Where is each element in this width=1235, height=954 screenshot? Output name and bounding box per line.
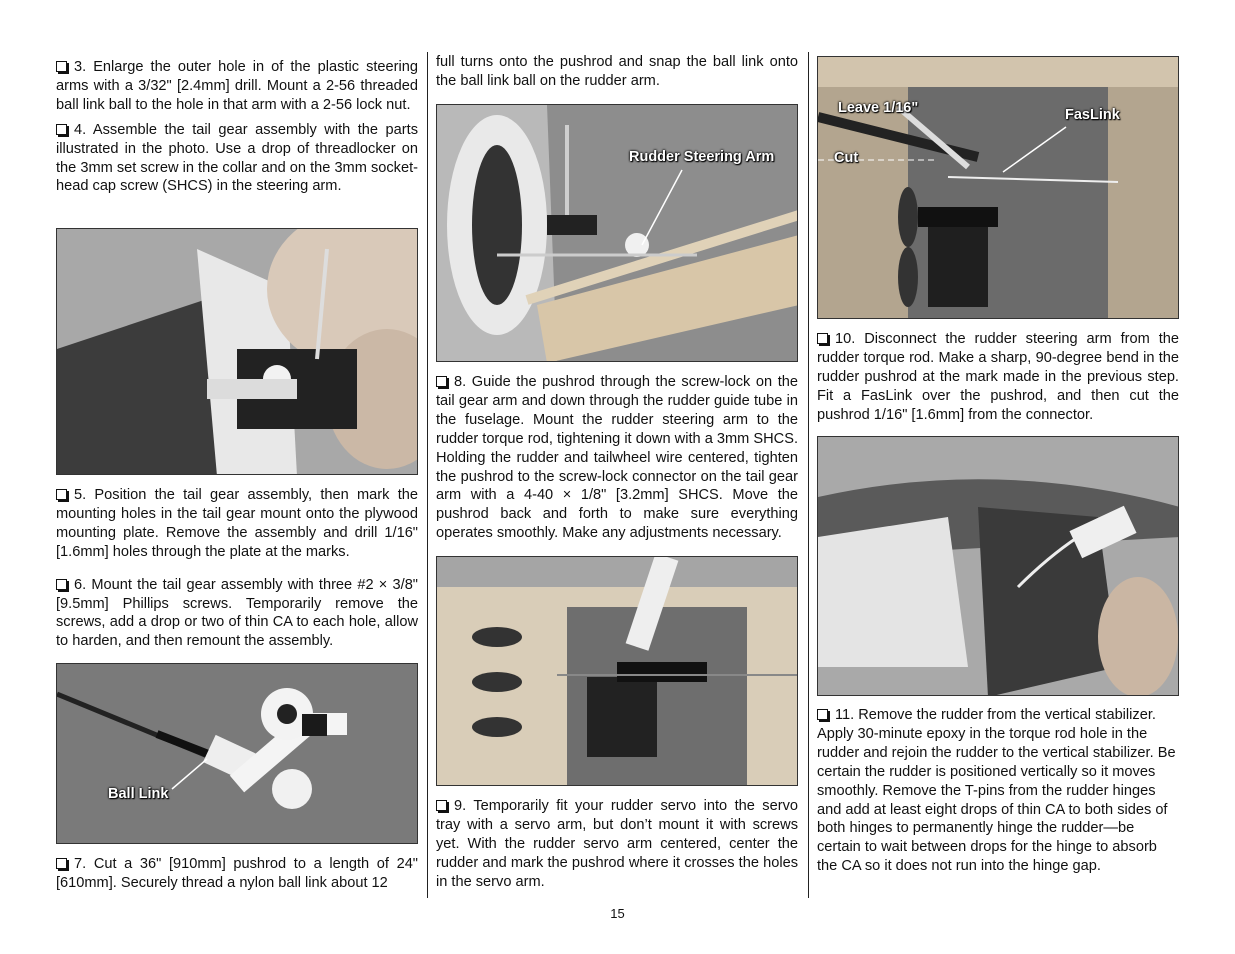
photo-rudder-steering-arm [436, 104, 798, 362]
rudder-steering-photo-illustration [437, 105, 798, 362]
column-divider [808, 52, 809, 898]
column-2-middle [436, 373, 798, 543]
page-number: 15 [610, 906, 625, 921]
checkbox-icon[interactable] [817, 333, 828, 344]
step-9: 9. Temporarily fit your rudder servo into the servo tray with a servo arm, but don’t mount it with screws yet. With the rudder servo arm centered, center the rudder and mark the pushrod where it crosses the holes in the servo arm. [436, 798, 798, 890]
step-6: 6. Mount the tail gear assembly with three #2 × 3/8" [9.5mm] Phillips screws. Temporarily remove the screws, add a drop or two of thin CA to each hole, allow to harden, and then remount the assembly. [56, 576, 418, 650]
column-1-lower [56, 486, 418, 651]
callout-leave: Leave 1/16" [838, 100, 919, 116]
checkbox-icon[interactable] [56, 124, 67, 135]
photo-tail-gear-assembly [56, 228, 418, 475]
photo-ball-link [56, 663, 418, 844]
column-2 [436, 53, 798, 91]
checkbox-icon[interactable] [436, 800, 447, 811]
checkbox-icon[interactable] [436, 376, 447, 387]
tail-gear-photo-illustration [57, 229, 418, 475]
step-11: 11. Remove the rudder from the vertical stabilizer. Apply 30-minute epoxy in the torque rod hole in the rudder and rejoin the rudder to the vertical stabilizer. Be certain the rudder is positioned vertically so it moves smoothly. Remove the T-pins from the rudder hinges and add at least eight drops of thin CA to both sides of both hinges to permanently hinge the rudder—be certain to wait between drops for the hinge to absorb the CA so it does not run into the hinge gap. [817, 707, 1176, 875]
column-3-bottom [817, 706, 1179, 876]
callout-faslink: FasLink [1065, 107, 1120, 123]
checkbox-icon[interactable] [56, 61, 67, 72]
column-1-bottom [56, 855, 418, 893]
callout-cut: Cut [834, 150, 859, 166]
rudder-epoxy-photo-illustration [818, 437, 1179, 696]
column-1 [56, 58, 418, 196]
checkbox-icon[interactable] [56, 858, 67, 869]
photo-rudder-epoxy [817, 436, 1179, 696]
step-4: 4. Assemble the tail gear assembly with the parts illustrated in the photo. Use a drop of threadlocker on the 3mm set screw in the collar and on the 3mm socket-head cap screw (SHCS) in the steering arm. [56, 121, 418, 195]
step-7: 7. Cut a 36" [910mm] pushrod to a length of 24" [610mm]. Securely thread a nylon ball link about 12 [56, 856, 418, 891]
photo-servo-marking [436, 556, 798, 786]
column-divider [427, 52, 428, 898]
checkbox-icon[interactable] [817, 709, 828, 720]
checkbox-icon[interactable] [56, 489, 67, 500]
step-5: 5. Position the tail gear assembly, then mark the mounting holes in the tail gear mount onto the plywood mounting plate. Remove the assembly and drill 1/16" [1.6mm] holes through the plate at the marks. [56, 487, 418, 560]
faslink-photo-illustration [818, 57, 1179, 319]
callout-rudder-steering-arm: Rudder Steering Arm [629, 149, 775, 165]
step-10: 10. Disconnect the rudder steering arm from the rudder torque rod. Make a sharp, 90-degree bend in the rudder pushrod at the mark made in the previous step. Fit a FasLink over the pushrod, and then cut the pushrod 1/16" [1.6mm] from the connector. [817, 331, 1179, 423]
callout-ball-link: Ball Link [108, 786, 169, 802]
step-8: 8. Guide the pushrod through the screw-lock on the tail gear arm and down through the rudder guide tube in the fuselage. Mount the rudder steering arm to the rudder torque rod, tightening it down with a 3mm SHCS. Holding the rudder and tailwheel wire centered, tighten the pushrod to the screw-lock connector on the tail gear arm with a 4-40 × 1/8" [3.2mm] SHCS. Move the pushrod back and forth to make sure everything operates smoothly. Make any adjustments necessary. [436, 374, 798, 542]
ball-link-photo-illustration [57, 664, 418, 844]
column-2-bottom [436, 797, 798, 892]
photo-faslink [817, 56, 1179, 319]
checkbox-icon[interactable] [56, 579, 67, 590]
step-3: 3. Enlarge the outer hole in of the plastic steering arms with a 3/32" [2.4mm] drill. Mount a 2-56 threaded ball link ball to the hole in that arm with a 2-56 lock nut. [56, 59, 418, 113]
step-7-continued: full turns onto the pushrod and snap the ball link onto the ball link ball on the rudder arm. [436, 54, 798, 89]
column-3-middle [817, 330, 1179, 425]
servo-marking-photo-illustration [437, 557, 798, 786]
